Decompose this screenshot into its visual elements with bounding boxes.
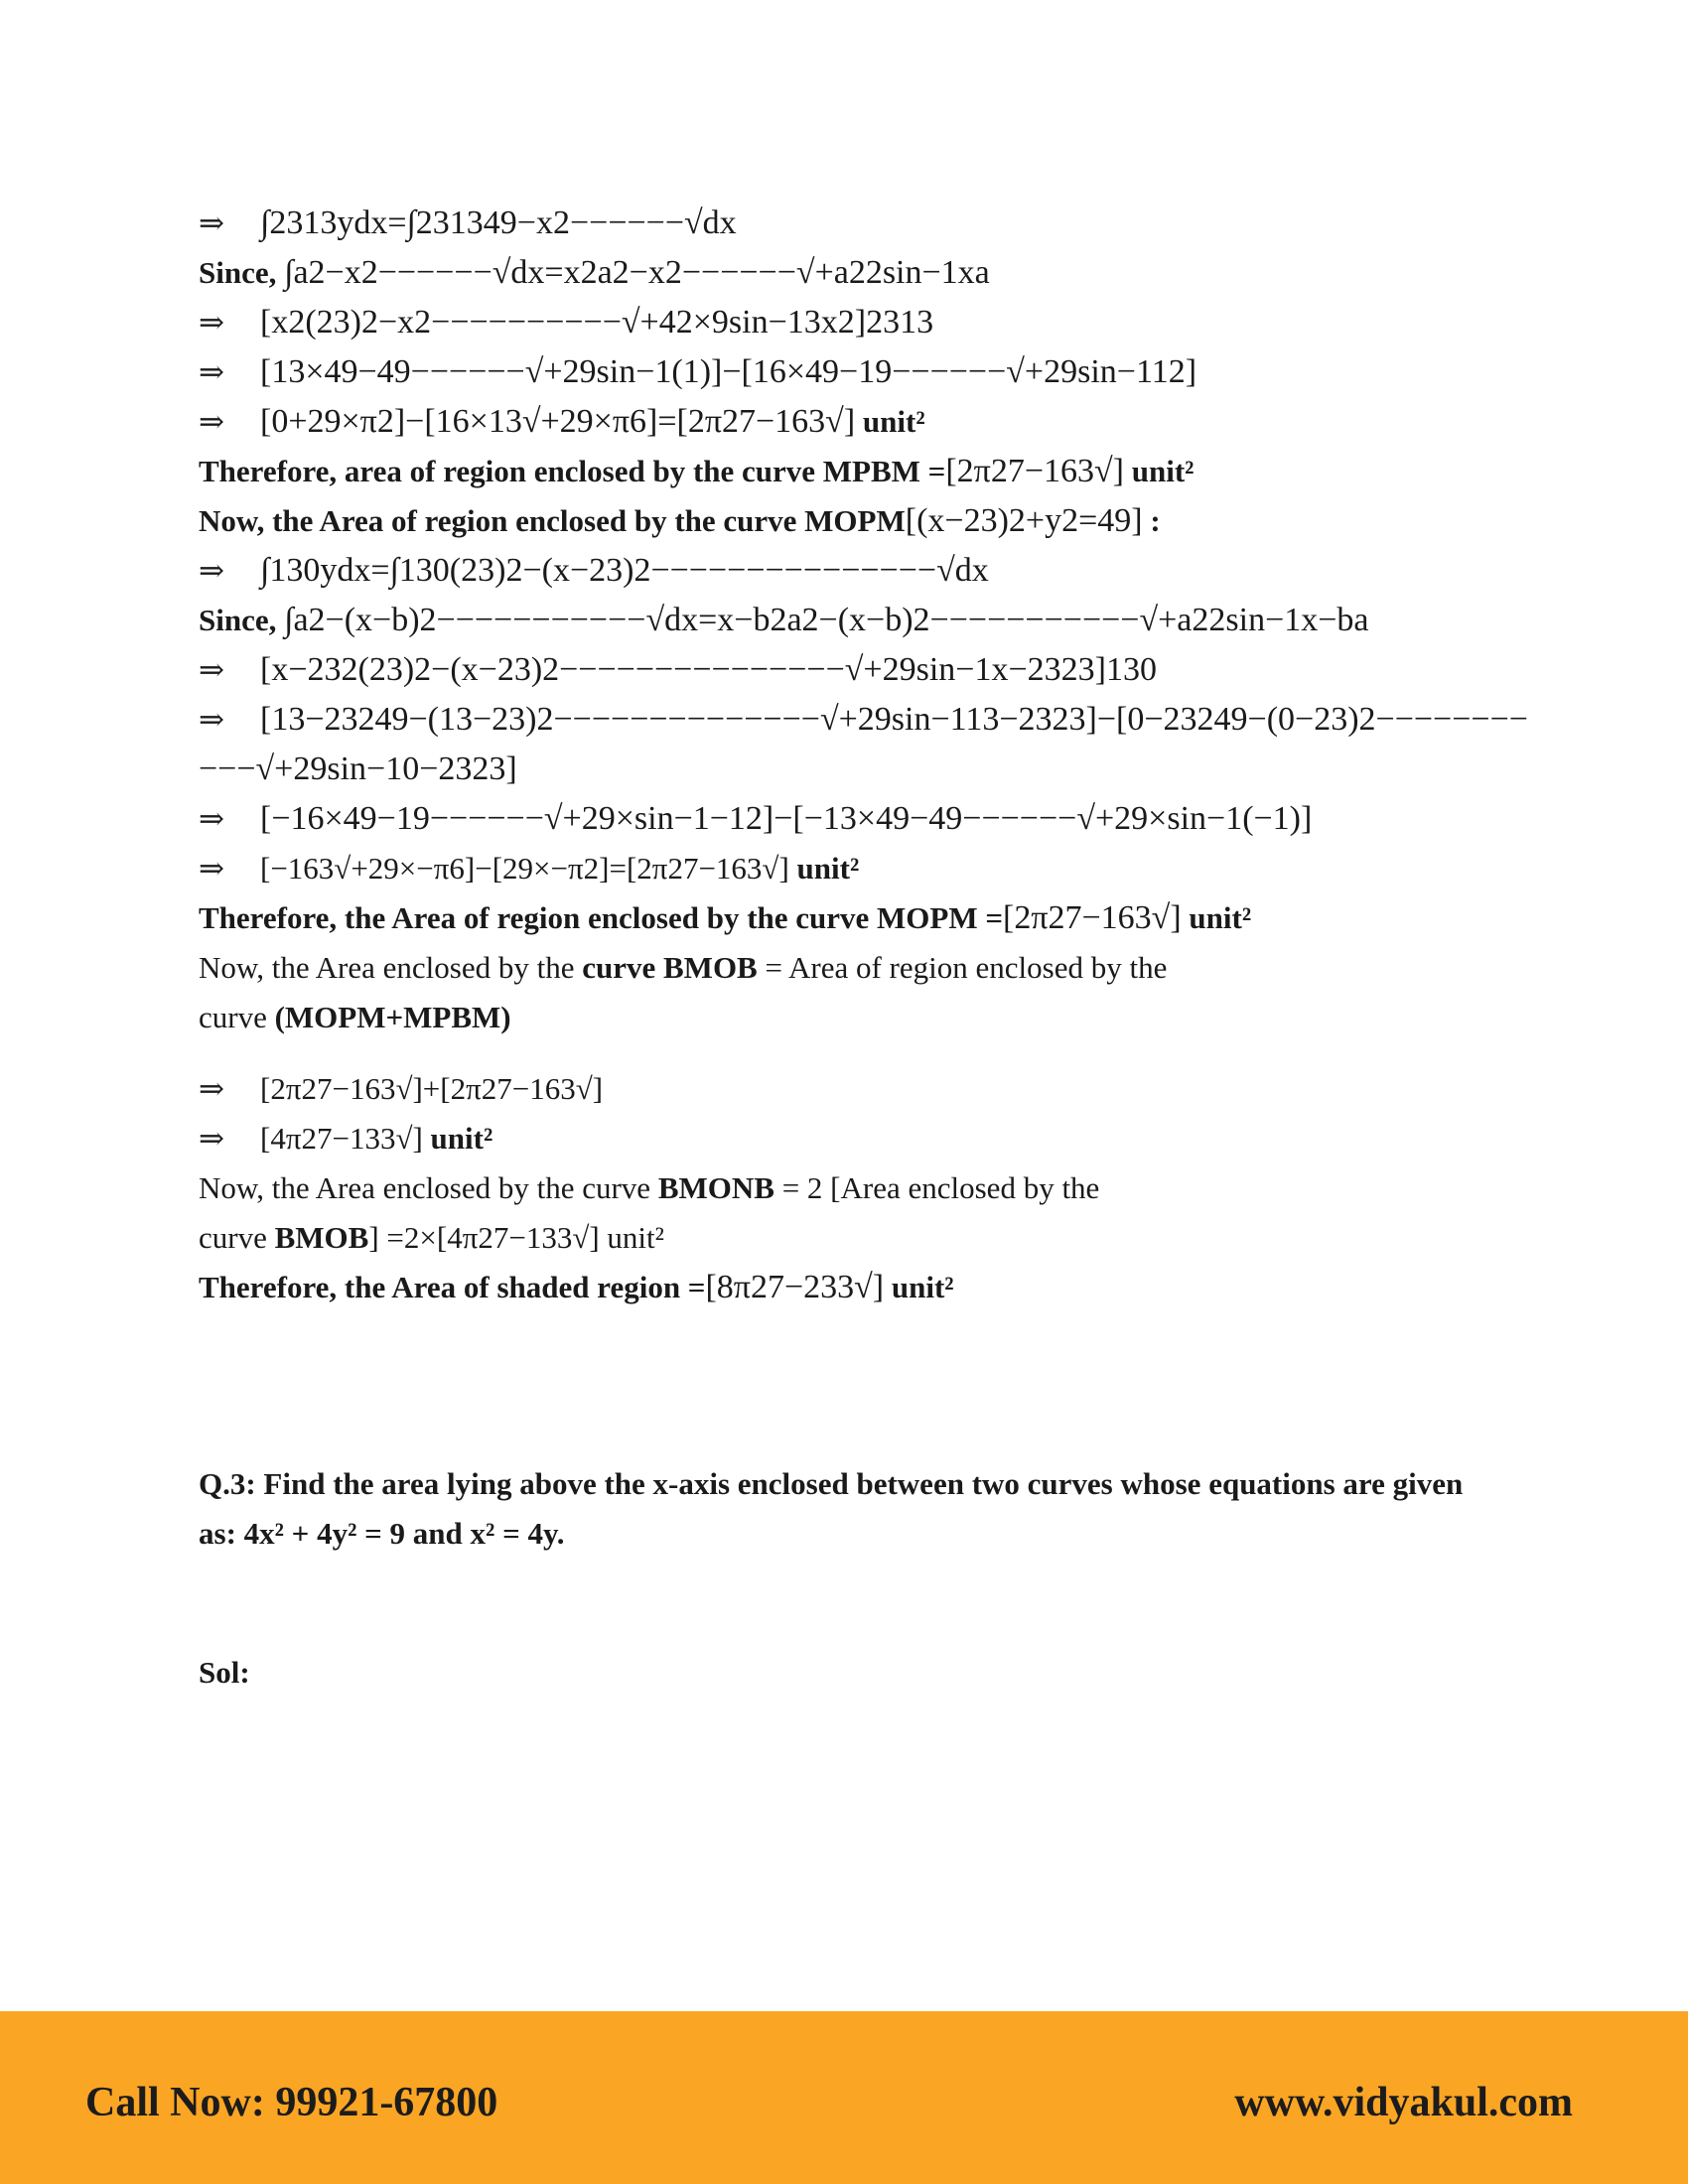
- unit-label: :: [1150, 503, 1161, 538]
- math-expression: [4π27−133√]: [260, 1121, 423, 1156]
- implies-symbol: ⇒: [199, 553, 224, 588]
- since-label: Since,: [199, 603, 285, 637]
- unit-label: unit²: [891, 1270, 954, 1304]
- statement-label: Therefore, the Area of region enclosed by the curve MOPM =: [199, 900, 1004, 935]
- text-line: [199, 1213, 1489, 1263]
- math-expression: [x2(23)2−x2−−−−−−−−−−√+42×9sin−13x2]2313: [260, 304, 934, 341]
- bold-text: BMONB: [657, 1170, 774, 1205]
- math-expression: [13−23249−(13−23)2−−−−−−−−−−−−−−√+29sin−113−2323]−[0−23249−(0−23)2−−−−−−−−: [260, 701, 1528, 738]
- footer-banner: [0, 2011, 1688, 2184]
- statement-label: Therefore, area of region enclosed by the curve MPBM =: [199, 454, 946, 488]
- implies-symbol: ⇒: [199, 205, 224, 240]
- bold-text: (MOPM+MPBM): [274, 1000, 511, 1034]
- unit-label: unit²: [1189, 900, 1252, 935]
- math-line: [199, 596, 1489, 645]
- solution-body: [199, 199, 1528, 1312]
- math-expression: ∫2313ydx=∫231349−x2−−−−−−√dx: [260, 205, 737, 241]
- math-expression: ∫a2−x2−−−−−−√dx=x2a2−x2−−−−−−√+a22sin−1xa: [284, 254, 990, 291]
- text-segment: curve: [199, 1220, 275, 1255]
- text-line: [199, 943, 1489, 993]
- implies-symbol: ⇒: [199, 652, 224, 687]
- math-line: [199, 745, 1489, 794]
- math-line: [199, 794, 1489, 844]
- math-expression: [2π27−163√]: [945, 453, 1124, 489]
- unit-label: unit²: [862, 404, 925, 439]
- math-line: [199, 397, 1489, 447]
- implies-symbol: ⇒: [199, 801, 224, 836]
- implies-symbol: ⇒: [199, 851, 224, 886]
- math-expression: [2π27−163√]: [1003, 899, 1182, 936]
- bold-text: curve BMOB: [582, 950, 758, 985]
- math-expression: [2π27−163√]+[2π27−163√]: [260, 1071, 604, 1106]
- unit-label: unit²: [1131, 454, 1195, 488]
- math-expression: ∫a2−(x−b)2−−−−−−−−−−−√dx=x−b2a2−(x−b)2−−−−−−−−−−−√+a22sin−1x−ba: [284, 602, 1369, 638]
- text-segment: Now, the Area enclosed by the: [199, 950, 583, 985]
- website-link[interactable]: www.vidyakul.com: [1234, 2080, 1573, 2125]
- math-line: [199, 546, 1489, 596]
- math-expression: ∫130ydx=∫130(23)2−(x−23)2−−−−−−−−−−−−−−−√dx: [260, 552, 989, 589]
- math-expression: [−163√+29×−π6]−[29×−π2]=[2π27−163√]: [260, 851, 789, 886]
- text-segment: curve: [199, 1000, 275, 1034]
- math-line: [199, 1114, 1489, 1163]
- solution-label: Sol:: [199, 1655, 250, 1690]
- implies-symbol: ⇒: [199, 305, 224, 340]
- math-line: [199, 248, 1489, 298]
- text-segment: = Area of region enclosed by the: [757, 950, 1168, 985]
- unit-label: unit²: [796, 851, 860, 886]
- text-line: [199, 1163, 1489, 1213]
- text-segment: ] =2×[4π27−133√] unit²: [368, 1220, 664, 1255]
- math-expression: [−16×49−19−−−−−−√+29×sin−1−12]−[−13×49−49−−−−−−√+29×sin−1(−1)]: [260, 800, 1313, 837]
- spacer: [199, 1042, 1489, 1064]
- since-label: Since,: [199, 255, 285, 290]
- unit-label: unit²: [430, 1121, 493, 1156]
- math-line: [199, 893, 1489, 943]
- text-segment: Now, the Area enclosed by the curve: [199, 1170, 658, 1205]
- question-3: Q.3: Find the area lying above the x-axis enclosed between two curves whose equations are given as: 4x² + 4y² = 9 and x² = 4y.: [199, 1466, 1464, 1551]
- math-line: [199, 844, 1489, 893]
- text-segment: = 2 [Area enclosed by the: [774, 1170, 1100, 1205]
- statement-label: Therefore, the Area of shaded region =: [199, 1270, 706, 1304]
- math-line: [199, 496, 1489, 546]
- text-line: [199, 993, 1489, 1042]
- implies-symbol: ⇒: [199, 702, 224, 737]
- math-expression: −−−√+29sin−10−2323]: [199, 751, 517, 787]
- implies-symbol: ⇒: [199, 1121, 224, 1156]
- call-now-text[interactable]: Call Now: 99921-67800: [85, 2080, 498, 2125]
- math-line: [199, 1263, 1489, 1312]
- bold-text: BMOB: [274, 1220, 369, 1255]
- implies-symbol: ⇒: [199, 404, 224, 439]
- math-expression: [8π27−233√]: [705, 1269, 885, 1305]
- math-expression: [(x−23)2+y2=49]: [905, 502, 1143, 539]
- math-line: [199, 645, 1489, 695]
- implies-symbol: ⇒: [199, 354, 224, 389]
- math-line: [199, 298, 1489, 347]
- math-expression: [0+29×π2]−[16×13√+29×π6]=[2π27−163√]: [260, 403, 856, 440]
- implies-symbol: ⇒: [199, 1071, 224, 1106]
- statement-label: Now, the Area of region enclosed by the curve MOPM: [199, 503, 906, 538]
- math-line: [199, 347, 1489, 397]
- math-expression: [x−232(23)2−(x−23)2−−−−−−−−−−−−−−−√+29sin−1x−2323]130: [260, 651, 1157, 688]
- math-line: [199, 199, 1489, 248]
- math-line: [199, 695, 1528, 745]
- math-expression: [13×49−49−−−−−−√+29sin−1(1)]−[16×49−19−−−−−−√+29sin−112]: [260, 353, 1197, 390]
- math-line: [199, 1064, 1489, 1114]
- math-line: [199, 447, 1489, 496]
